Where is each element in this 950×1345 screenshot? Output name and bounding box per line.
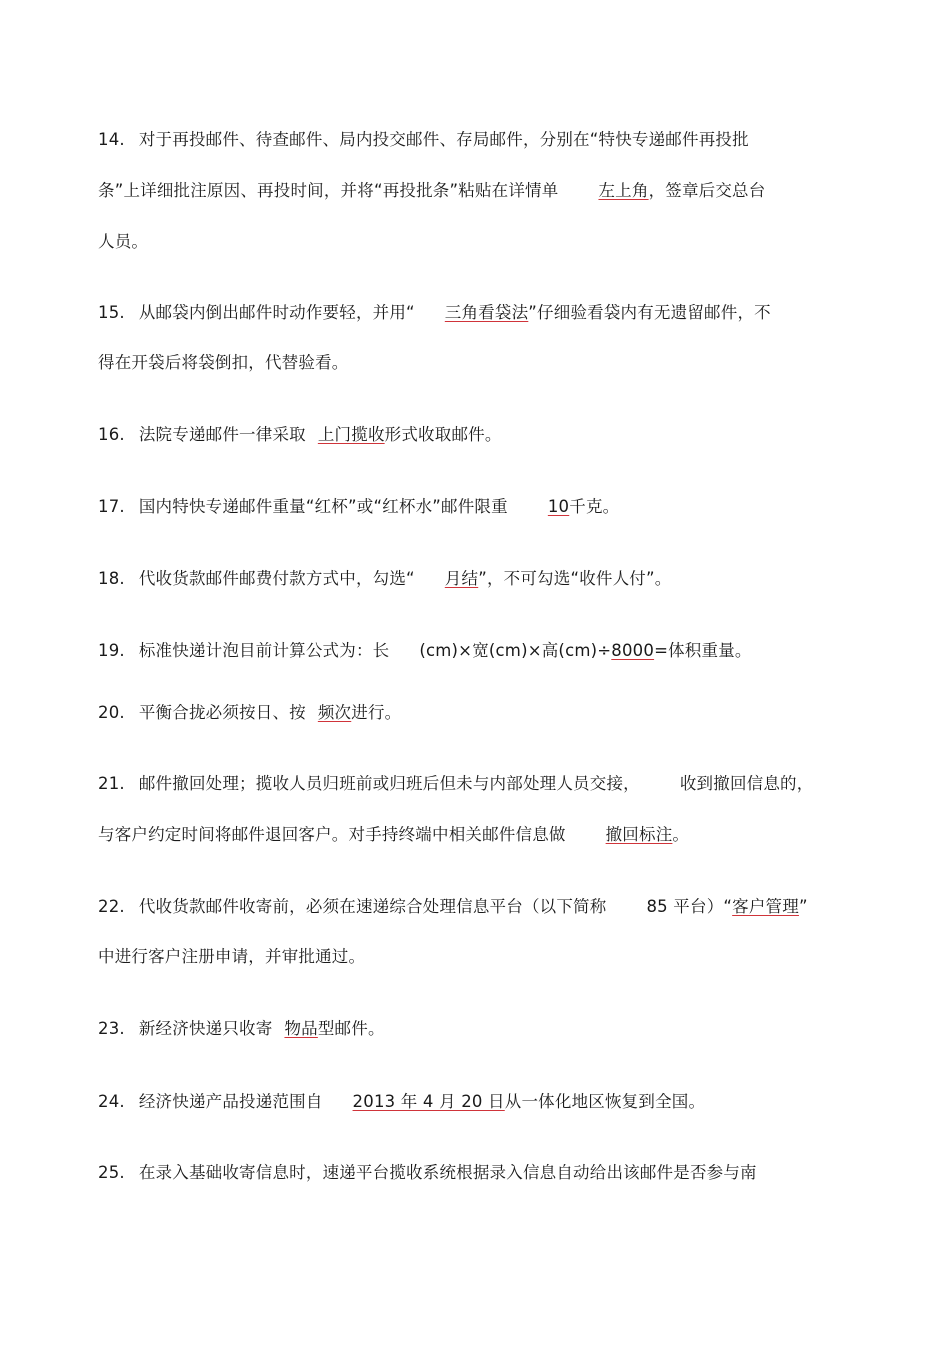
item-25 [98,1162,757,1184]
item-text: 从一体化地区恢复到全国。 [504,1092,706,1111]
item-18 [98,568,671,590]
item-16 [98,424,502,446]
item-15-line-1 [98,302,771,324]
item-number: 25. [98,1163,125,1182]
item-19 [98,640,752,662]
item-number: 15. [98,303,125,322]
item-text: 对于再投邮件、待查邮件、局内投交邮件、存局邮件，分别在“特快专递邮件再投批 [138,130,749,149]
item-number: 17. [98,497,125,516]
item-text: 经济快递产品投递范围自 [138,1092,323,1111]
item-text: 收到撤回信息的， [679,774,814,793]
item-text: =体积重量。 [654,641,752,660]
item-number: 18. [98,569,125,588]
item-text: 邮件撤回处理；揽收人员归班前或归班后但未与内部处理人员交接， [138,774,640,793]
item-text: 人员。 [98,232,149,251]
item-21-line-1 [98,773,813,795]
item-text: 与客户约定时间将邮件退回客户。对手持终端中相关邮件信息做 [98,825,566,844]
item-17 [98,496,619,518]
item-text: ”，不可勾选“收件人付”。 [478,569,672,588]
item-number: 20. [98,703,125,722]
item-text: 。 [672,825,690,844]
answer-blank: 8000 [611,641,655,660]
answer-blank: 物品 [284,1019,318,1038]
item-number: 21. [98,774,125,793]
item-text: 法院专递邮件一律采取 [138,425,306,444]
item-text: 在录入基础收寄信息时，速递平台揽收系统根据录入信息自动给出该邮件是否参与南 [138,1163,757,1182]
item-14-line-3 [98,231,148,253]
item-text: 85 平台）“ [646,897,733,916]
item-text: 条”上详细批注原因、再投时间，并将“再投批条”粘贴在详情单 [98,181,559,200]
item-20 [98,702,401,724]
answer-blank: 上门揽收 [317,425,385,444]
item-text: 代收货款邮件邮费付款方式中，勾选“ [138,569,415,588]
item-14-line-1 [98,129,749,151]
answer-blank: 三角看袋法 [444,303,529,322]
item-24 [98,1091,705,1113]
item-text: 国内特快专递邮件重量“红杯”或“红杯水”邮件限重 [138,497,508,516]
answer-blank: 10 [547,497,570,516]
item-text: 千克。 [569,497,620,516]
item-text: 从邮袋内倒出邮件时动作要轻，并用“ [138,303,415,322]
item-text: 新经济快递只收寄 [138,1019,273,1038]
item-text: ，签章后交总台 [648,181,766,200]
item-21-line-2 [98,824,689,846]
item-14-line-2 [98,180,765,202]
item-text: 中进行客户注册申请，并审批通过。 [98,947,366,966]
item-text: 平衡合拢必须按日、按 [138,703,306,722]
item-text: 型邮件。 [317,1019,385,1038]
item-number: 14. [98,130,125,149]
answer-blank: 左上角 [598,181,649,200]
item-text: (cm)×宽(cm)×高(cm)÷ [419,641,612,660]
item-text: 标准快递计泡目前计算公式为：长 [138,641,390,660]
item-text: ”仔细验看袋内有无遗留邮件，不 [528,303,771,322]
item-22-line-2 [98,946,365,968]
item-text: 进行。 [351,703,402,722]
item-15-line-2 [98,352,349,374]
answer-blank: 2013 年 4 月 20 日 [352,1092,505,1111]
item-23 [98,1018,385,1040]
answer-blank: 月结 [444,569,479,588]
item-number: 19. [98,641,125,660]
item-number: 22. [98,897,125,916]
item-22-line-1 [98,896,808,918]
item-number: 24. [98,1092,125,1111]
answer-blank: 撤回标注 [605,825,673,844]
item-text: 得在开袋后将袋倒扣，代替验看。 [98,353,349,372]
item-number: 16. [98,425,125,444]
item-text: 形式收取邮件。 [384,425,502,444]
item-number: 23. [98,1019,125,1038]
answer-blank: 客户管理 [732,897,799,916]
answer-blank: 频次 [317,703,352,722]
item-text: 代收货款邮件收寄前，必须在速递综合处理信息平台（以下简称 [138,897,607,916]
item-text: ” [798,897,808,916]
